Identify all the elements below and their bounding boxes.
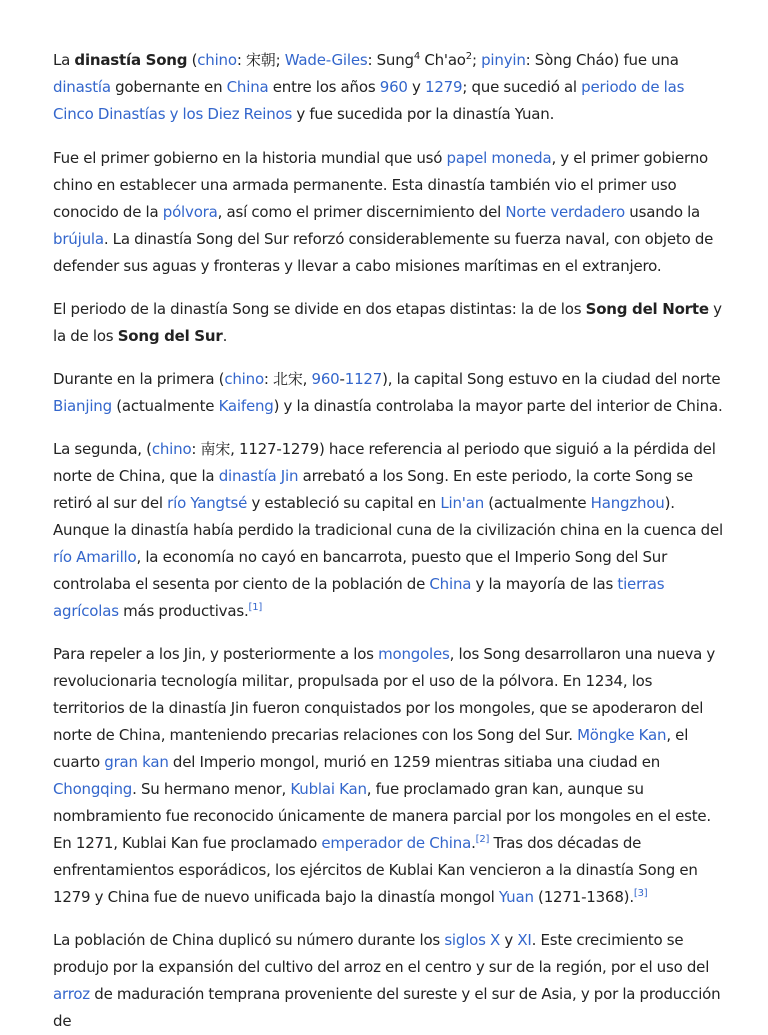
- text: El periodo de la dinastía Song se divide en dos etapas distintas: la de los: [53, 300, 586, 318]
- link-gran-kan[interactable]: gran kan: [104, 753, 169, 771]
- tone-superscript: 4: [413, 51, 421, 62]
- text: : Sòng Cháo) fue una: [525, 51, 679, 69]
- link-linan[interactable]: Lin'an: [440, 494, 484, 512]
- text: ) y la dinastía controlaba la mayor parte del interior de China.: [273, 397, 723, 415]
- text: y estableció su capital en: [247, 494, 441, 512]
- tone-superscript: 2: [465, 51, 472, 62]
- text: .: [222, 327, 228, 345]
- text: ;: [471, 51, 482, 69]
- link-dinastia-jin[interactable]: dinastía Jin: [218, 467, 299, 485]
- link-960[interactable]: 960: [311, 370, 340, 388]
- link-chino[interactable]: chino: [151, 440, 192, 458]
- text: ; que sucedió al: [462, 78, 582, 96]
- link-bianjing[interactable]: Bianjing: [53, 397, 112, 415]
- paragraph-intro: [53, 47, 728, 128]
- text: La población de China duplicó su número durante los: [53, 931, 445, 949]
- link-kaifeng[interactable]: Kaifeng: [218, 397, 274, 415]
- text: , así como el primer discernimiento del: [217, 203, 506, 221]
- link-tierras-agricolas[interactable]: tierras agrícolas: [53, 575, 665, 620]
- link-kublai-kan[interactable]: Kublai Kan: [290, 780, 367, 798]
- text: Para repeler a los Jin, y posteriormente a los: [53, 645, 379, 663]
- link-china[interactable]: China: [226, 78, 269, 96]
- link-chino[interactable]: chino: [197, 51, 237, 69]
- text: , la economía no cayó en bancarrota, puesto que el Imperio Song del Sur controlaba el sesenta por ciento de la población de: [53, 548, 668, 593]
- reference-1[interactable]: [249, 602, 263, 613]
- text: arrebató a los Song. En este periodo, la corte Song se retiró al sur del: [53, 467, 693, 512]
- link-yuan[interactable]: Yuan: [498, 888, 534, 906]
- text: (: [187, 51, 198, 69]
- link-1279[interactable]: 1279: [424, 78, 463, 96]
- link-siglo-xi[interactable]: XI: [517, 931, 532, 949]
- link-brujula[interactable]: brújula: [53, 230, 104, 248]
- text: y fue sucedida por la dinastía Yuan.: [292, 105, 555, 123]
- link-dinastia[interactable]: dinastía: [53, 78, 111, 96]
- link-chino[interactable]: chino: [224, 370, 264, 388]
- link-cinco-dinastias[interactable]: periodo de las Cinco Dinastías y los Diez Reinos: [53, 78, 685, 123]
- paragraph-periods: [53, 296, 728, 350]
- text: ), la capital Song estuvo en la ciudad del norte: [382, 370, 721, 388]
- text: Ch'ao: [420, 51, 466, 69]
- paragraph-innovations: [53, 145, 728, 280]
- text: y: [500, 931, 518, 949]
- text: (1271-1368).: [533, 888, 634, 906]
- reference-link[interactable]: [2]: [475, 834, 490, 845]
- link-siglos-x[interactable]: siglos X: [444, 931, 501, 949]
- link-emperador-de-china[interactable]: emperador de China: [321, 834, 472, 852]
- text: . La dinastía Song del Sur reforzó considerablemente su fuerza naval, con objeto de defender sus aguas y fronteras y llevar a cabo misiones marítimas en el extranjero.: [53, 230, 714, 275]
- link-papel-moneda[interactable]: papel moneda: [446, 149, 552, 167]
- text: (actualmente: [111, 397, 219, 415]
- link-rio-yangtse[interactable]: río Yangtsé: [167, 494, 248, 512]
- link-wade-giles[interactable]: Wade-Giles: [284, 51, 368, 69]
- link-arroz[interactable]: arroz: [53, 985, 90, 1003]
- text: ). Aunque la dinastía había perdido la tradicional cuna de la civilización china en la cuenca del: [53, 494, 724, 539]
- text: : 南宋, 1127-1279) hace referencia al periodo que siguió a la pérdida del norte de China, que la: [53, 440, 716, 485]
- reference-link[interactable]: [3]: [633, 888, 648, 899]
- link-rio-amarillo[interactable]: río Amarillo: [53, 548, 137, 566]
- text: .: [471, 834, 476, 852]
- link-mongoles[interactable]: mongoles: [378, 645, 450, 663]
- text: del Imperio mongol, murió en 1259 mientras sitiaba una ciudad en: [168, 753, 661, 771]
- paragraph-second-period: [53, 436, 728, 625]
- text: -: [339, 370, 345, 388]
- text: , el cuarto: [53, 726, 689, 771]
- paragraph-population: [53, 927, 728, 1035]
- reference-3[interactable]: [634, 888, 648, 899]
- text: , los Song desarrollaron una nueva y revolucionaria tecnología militar, propulsada por el uso de la pólvora. En 1234, los territorios de la dinastía Jin fueron conquistados por los mongoles, que se apoderaron del norte de China, manteniendo precarias relaciones con los Song del Sur.: [53, 645, 716, 744]
- text: : Sung: [367, 51, 414, 69]
- paragraph-mongols: [53, 641, 728, 911]
- text: y: [407, 78, 425, 96]
- text: gobernante en: [110, 78, 227, 96]
- text: Fue el primer gobierno en la historia mundial que usó: [53, 149, 447, 167]
- paragraph-first-period: [53, 366, 728, 420]
- text: y la mayoría de las: [471, 575, 618, 593]
- text: . Este crecimiento se produjo por la expansión del cultivo del arroz en el centro y sur de la región, por el uso del: [53, 931, 710, 976]
- link-1127[interactable]: 1127: [344, 370, 383, 388]
- text: de maduración temprana proveniente del sureste y el sur de Asia, y por la producción de: [53, 985, 721, 1030]
- text: Tras dos décadas de enfrentamientos esporádicos, los ejércitos de Kublai Kan vencieron a la dinastía Song en 1279 y China fue de nuevo unificada bajo la dinastía mongol: [53, 834, 698, 906]
- text: : 北宋,: [263, 370, 312, 388]
- reference-link[interactable]: [1]: [248, 602, 263, 613]
- text: . Su hermano menor,: [132, 780, 291, 798]
- text: Durante en la primera (: [53, 370, 225, 388]
- link-mongke-kan[interactable]: Möngke Kan: [577, 726, 667, 744]
- text: más productivas.: [118, 602, 249, 620]
- bold-song-norte: Song del Norte: [585, 300, 709, 318]
- link-china[interactable]: China: [429, 575, 472, 593]
- link-960[interactable]: 960: [379, 78, 408, 96]
- article-title-bold: dinastía Song: [74, 51, 188, 69]
- reference-2[interactable]: [476, 834, 490, 845]
- link-chongqing[interactable]: Chongqing: [53, 780, 133, 798]
- link-pinyin[interactable]: pinyin: [481, 51, 526, 69]
- text: usando la: [625, 203, 701, 221]
- text: La segunda, (: [53, 440, 152, 458]
- text: y la de los: [53, 300, 722, 345]
- bold-song-sur: Song del Sur: [117, 327, 223, 345]
- text: : 宋朝;: [236, 51, 285, 69]
- text: (actualmente: [484, 494, 591, 512]
- link-norte-verdadero[interactable]: Norte verdadero: [505, 203, 626, 221]
- text: , fue proclamado gran kan, aunque su nombramiento fue reconocido únicamente de manera parcial por los mongoles en el este. En 1271, Kublai Kan fue proclamado: [53, 780, 712, 852]
- text: entre los años: [268, 78, 380, 96]
- link-polvora[interactable]: pólvora: [162, 203, 218, 221]
- text: La: [53, 51, 75, 69]
- link-hangzhou[interactable]: Hangzhou: [590, 494, 665, 512]
- text: , y el primer gobierno chino en establecer una armada permanente. Esta dinastía también vio el primer uso conocido de la: [53, 149, 709, 221]
